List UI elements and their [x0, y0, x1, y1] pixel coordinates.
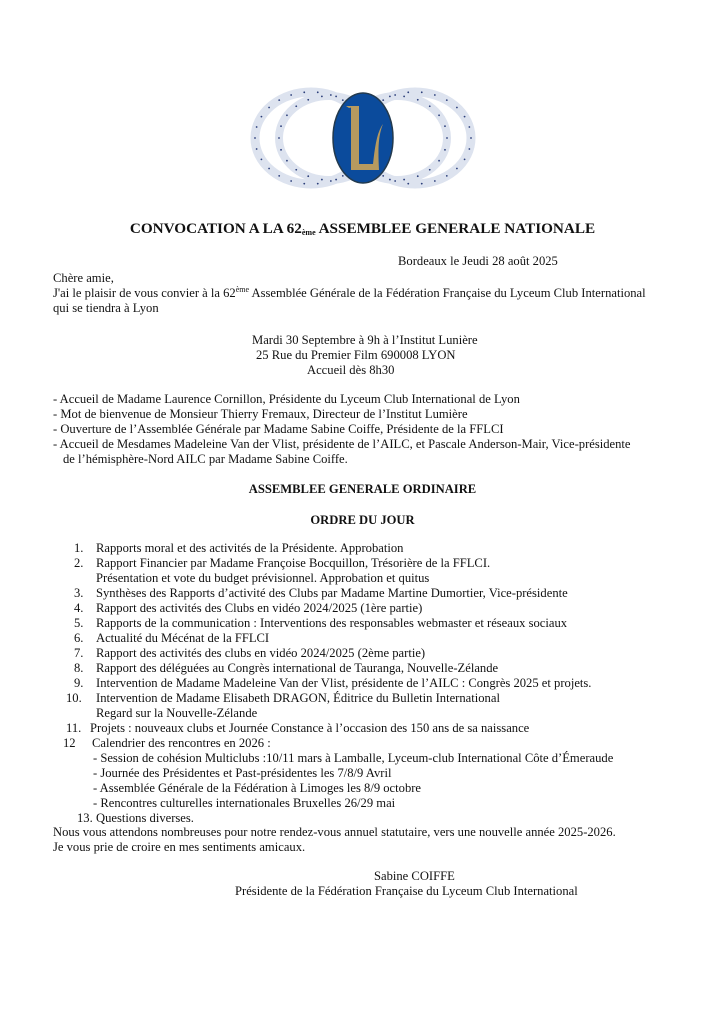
agenda-item-number: 8.	[74, 661, 84, 675]
ring-dot	[470, 137, 472, 139]
ring-dot	[421, 183, 423, 185]
ring-dot	[429, 105, 431, 107]
agenda-item-number: 6.	[74, 631, 84, 645]
agenda-item: Calendrier des rencontres en 2026 :	[92, 736, 271, 750]
agenda-item-number: 1.	[74, 541, 84, 555]
agenda-item: Intervention de Madame Elisabeth DRAGON, Éditrice du Bulletin International	[96, 691, 500, 705]
ring-dot	[261, 158, 263, 160]
agenda-item-number: 10.	[66, 691, 82, 705]
signature-name: Sabine COIFFE	[374, 869, 455, 883]
ring-dot	[307, 99, 309, 101]
agenda-heading: ORDRE DU JOUR	[310, 513, 415, 527]
agenda-item: - Assemblée Générale de la Fédération à Limoges les 8/9 octobre	[93, 781, 422, 795]
ring-dot	[335, 179, 337, 181]
ring-dot	[444, 125, 446, 127]
ring-dot	[330, 180, 332, 182]
ring-dot	[321, 179, 323, 181]
agenda-item-number: 9.	[74, 676, 84, 690]
ring-dot	[303, 183, 305, 185]
agenda-item-number: 13.	[77, 811, 93, 825]
ring-dot	[434, 94, 436, 96]
page-title: CONVOCATION A LA 62ème ASSEMBLEE GENERALE NATIONALE	[129, 220, 596, 237]
ring-dot	[394, 180, 396, 182]
agenda-item: Rapport Financier par Madame Françoise Bocquillon, Trésorière de la FFLCI.	[96, 556, 491, 570]
ring-dot	[389, 179, 391, 181]
welcome-item: - Accueil de Mesdames Madeleine Van der Vlist, présidente de l’AILC, et Pascale Anderson-Mair, Vice-présidente	[53, 437, 631, 451]
intro-line: J'ai le plaisir de vous convier à la 62ème Assemblée Générale de la Fédération Française du Lyceum Club International	[53, 285, 646, 300]
agenda-item: Synthèses des Rapports d’activité des Clubs par Madame Martine Dumortier, Vice-présidente	[96, 586, 568, 600]
ring-dot	[464, 116, 466, 118]
ring-dot	[403, 96, 405, 98]
agenda-item: - Rencontres culturelles internationales Bruxelles 26/29 mai	[93, 796, 396, 810]
ring-dot	[261, 116, 263, 118]
venue-address: 25 Rue du Premier Film 690008 LYON	[256, 348, 456, 362]
ring-dot	[278, 175, 280, 177]
ring-dot	[290, 180, 292, 182]
ring-dot	[417, 99, 419, 101]
ring-dot	[330, 94, 332, 96]
lyceum-club-logo	[247, 84, 479, 192]
ring-dot	[456, 168, 458, 170]
ring-dot	[407, 183, 409, 185]
ring-dot	[307, 175, 309, 177]
ring-dot	[389, 96, 391, 98]
welcome-item: de l’hémisphère-Nord AILC par Madame Sabine Coiffe.	[63, 452, 348, 466]
ring-dot	[286, 160, 288, 162]
section-heading: ASSEMBLEE GENERALE ORDINAIRE	[248, 482, 477, 496]
ring-dot	[407, 91, 409, 93]
date-line: Bordeaux le Jeudi 28 août 2025	[398, 254, 558, 268]
agenda-item: Projets : nouveaux clubs et Journée Constance à l’occasion des 150 ans de sa naissance	[90, 721, 530, 735]
ring-dot	[421, 91, 423, 93]
ring-dot	[290, 94, 292, 96]
agenda-item: Questions diverses.	[96, 811, 194, 825]
ring-dot	[456, 107, 458, 109]
greeting: Chère amie,	[53, 271, 114, 285]
ring-dot	[317, 183, 319, 185]
ring-dot	[268, 107, 270, 109]
agenda-item-number: 2.	[74, 556, 84, 570]
ring-dot	[321, 96, 323, 98]
agenda-item-number: 4.	[74, 601, 84, 615]
ring-dot	[278, 99, 280, 101]
welcome-item: - Mot de bienvenue de Monsieur Thierry Fremaux, Directeur de l’Institut Lumière	[53, 407, 468, 421]
signature-role: Présidente de la Fédération Française du Lyceum Club International	[235, 884, 578, 898]
ring-dot	[335, 96, 337, 98]
ring-dot	[382, 175, 384, 177]
ring-dot	[342, 99, 344, 101]
closing-line: Nous vous attendons nombreuses pour notre rendez-vous annuel statutaire, vers une nouvelle année 2025-2026.	[53, 825, 616, 839]
ring-dot	[394, 94, 396, 96]
ring-dot	[256, 148, 258, 150]
ring-dot	[295, 169, 297, 171]
agenda-item: Intervention de Madame Madeleine Van der Vlist, présidente de l’AILC : Congrès 2025 et projets.	[96, 676, 592, 690]
ring-dot	[438, 160, 440, 162]
ring-dot	[444, 149, 446, 151]
agenda-item: - Session de cohésion Multiclubs :10/11 mars à Lamballe, Lyceum-club International Côte d’Émeraude	[93, 751, 614, 765]
ring-dot	[382, 99, 384, 101]
agenda-item: Rapports de la communication : Interventions des responsables webmaster et réseaux sociaux	[96, 616, 568, 630]
agenda-item: Rapport des activités des Clubs en vidéo 2024/2025 (1ère partie)	[96, 601, 423, 615]
ring-dot	[256, 126, 258, 128]
ring-dot	[280, 149, 282, 151]
ring-dot	[417, 175, 419, 177]
agenda-item-number: 3.	[74, 586, 84, 600]
ring-dot	[429, 169, 431, 171]
ring-dot	[268, 168, 270, 170]
ring-dot	[317, 91, 319, 93]
agenda-item: Rapports moral et des activités de la Présidente. Approbation	[96, 541, 404, 555]
venue-line: Mardi 30 Septembre à 9h à l’Institut Lunière	[252, 333, 478, 347]
ring-dot	[446, 99, 448, 101]
ring-dot	[295, 105, 297, 107]
ring-dot	[464, 158, 466, 160]
ring-dot	[468, 126, 470, 128]
agenda-item-number: 5.	[74, 616, 84, 630]
agenda-item: Présentation et vote du budget prévisionnel. Approbation et quitus	[96, 571, 430, 585]
welcome-item: - Ouverture de l’Assemblée Générale par Madame Sabine Coiffe, Présidente de la FFLCI	[53, 422, 504, 436]
ring-dot	[303, 91, 305, 93]
agenda-item-number: 12	[63, 736, 76, 750]
agenda-item-number: 11.	[66, 721, 82, 735]
ring-dot	[434, 180, 436, 182]
ring-dot	[278, 137, 280, 139]
ring-dot	[438, 114, 440, 116]
agenda-item: Rapport des déléguées au Congrès international de Tauranga, Nouvelle-Zélande	[96, 661, 499, 675]
ring-dot	[403, 179, 405, 181]
agenda-item: Rapport des activités des clubs en vidéo 2024/2025 (2ème partie)	[96, 646, 426, 660]
ring-dot	[286, 114, 288, 116]
ring-dot	[446, 137, 448, 139]
ring-dot	[342, 175, 344, 177]
intro-line-2: qui se tiendra à Lyon	[53, 301, 159, 315]
ring-dot	[468, 148, 470, 150]
ring-dot	[446, 175, 448, 177]
ring-dot	[280, 125, 282, 127]
ring-dot	[254, 137, 256, 139]
venue-welcome-time: Accueil dès 8h30	[307, 363, 395, 377]
agenda-item: Regard sur la Nouvelle-Zélande	[96, 706, 258, 720]
welcome-item: - Accueil de Madame Laurence Cornillon, Présidente du Lyceum Club International de Lyon	[53, 392, 520, 406]
agenda-item-number: 7.	[74, 646, 84, 660]
agenda-item: Actualité du Mécénat de la FFLCI	[96, 631, 270, 645]
closing-line: Je vous prie de croire en mes sentiments amicaux.	[53, 840, 306, 854]
agenda-item: - Journée des Présidentes et Past-présidentes les 7/8/9 Avril	[93, 766, 392, 780]
